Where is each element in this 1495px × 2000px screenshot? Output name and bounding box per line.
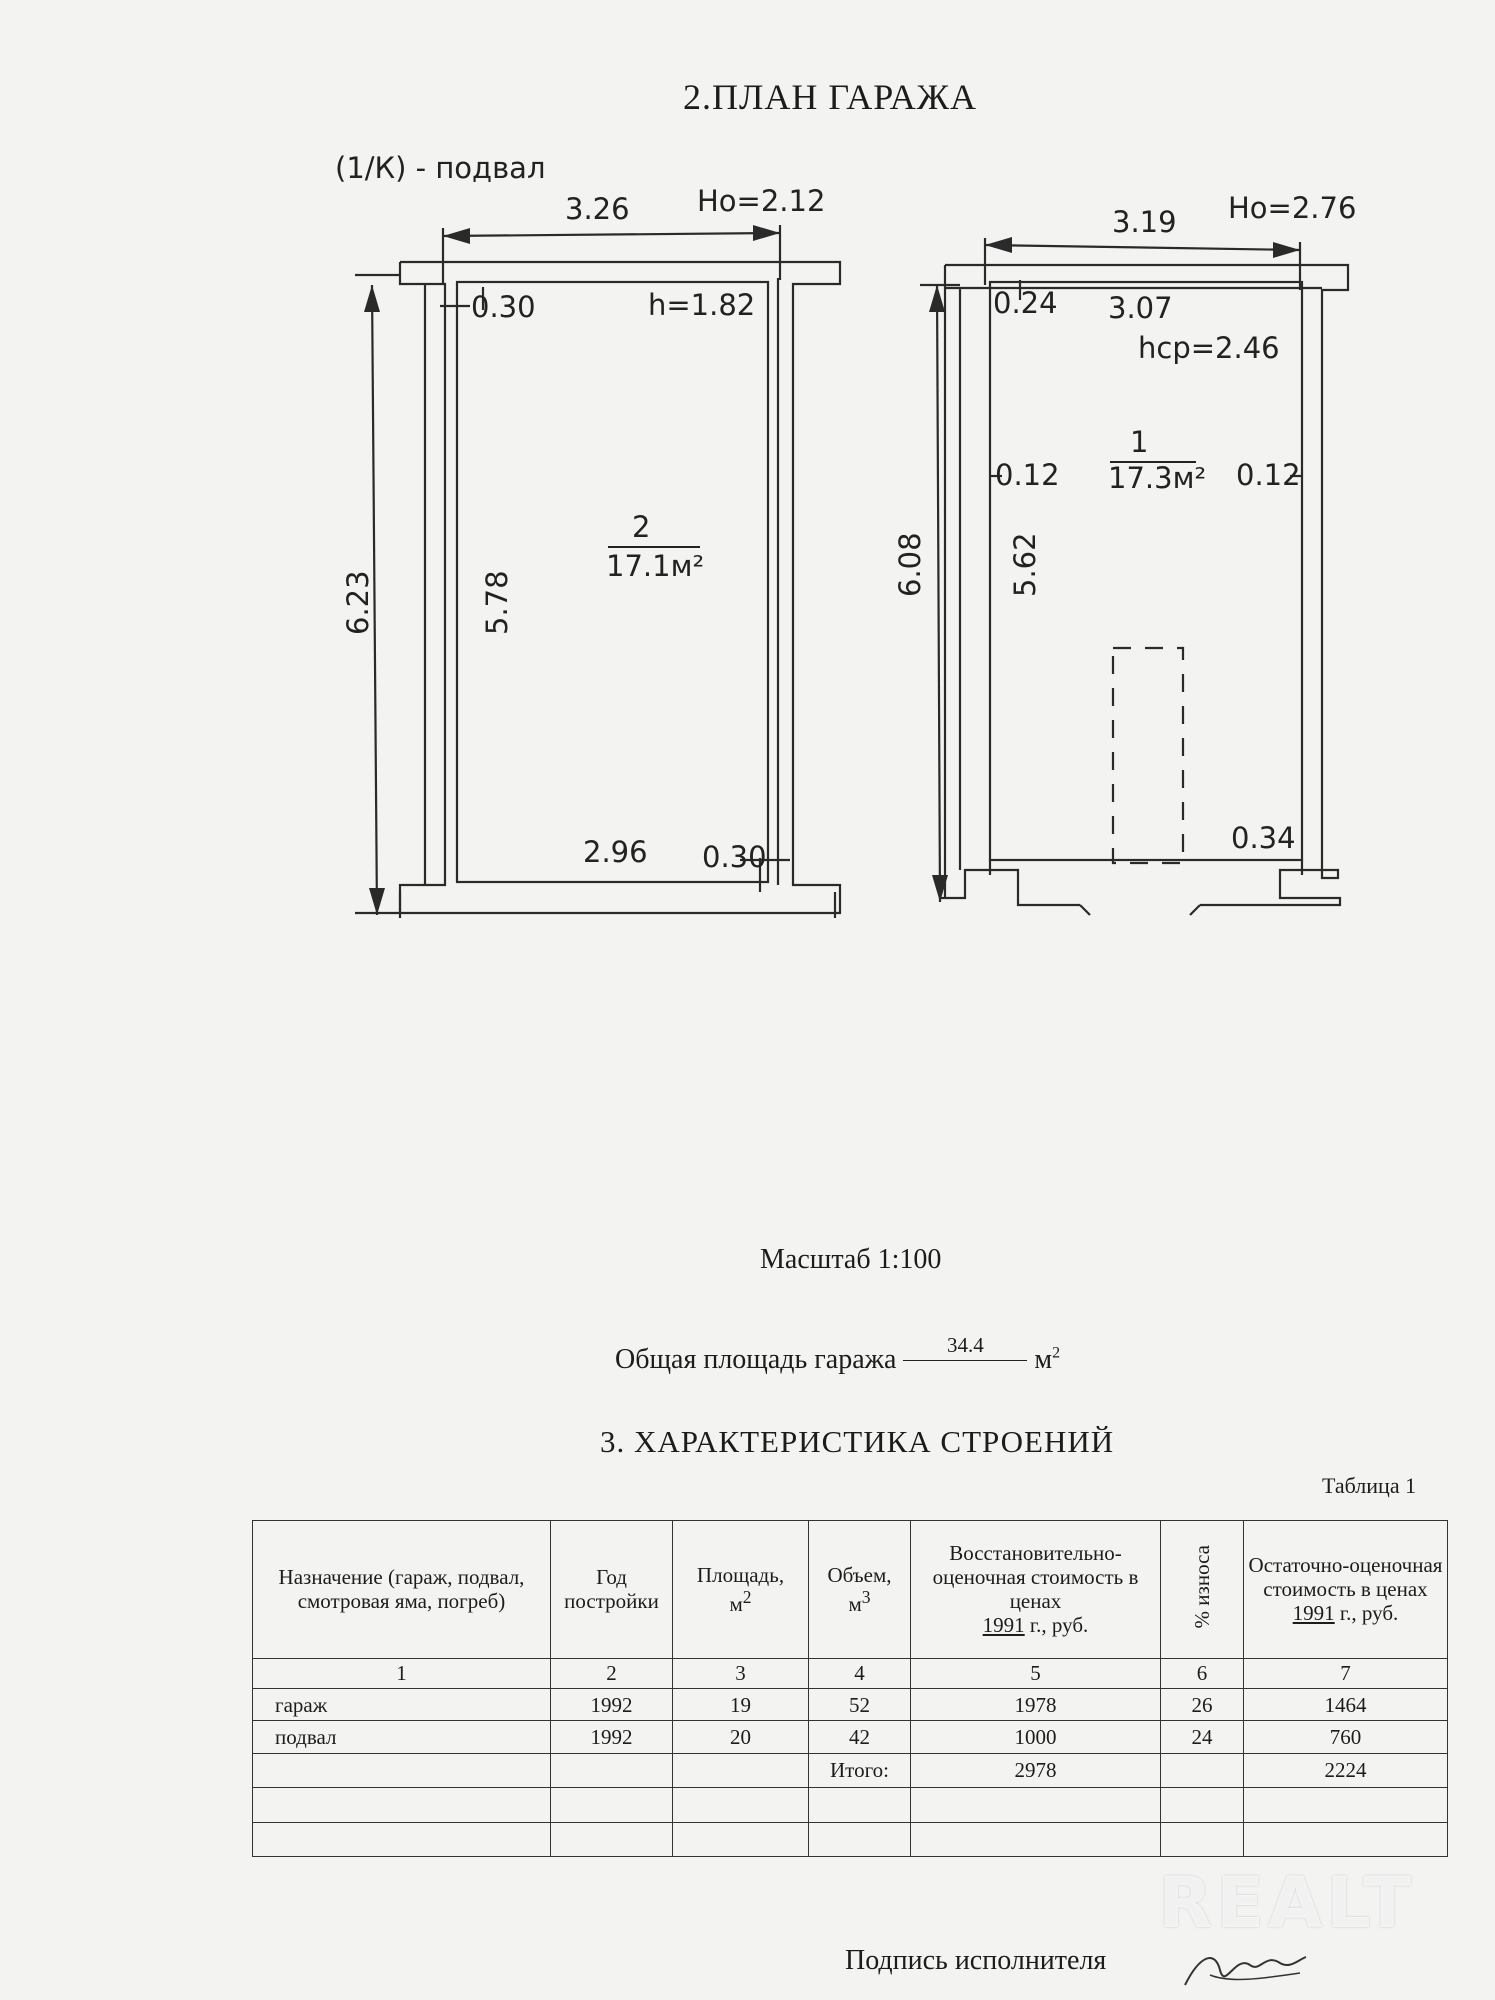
basement-outer-wall	[400, 262, 840, 913]
col-number: 7	[1244, 1658, 1448, 1688]
basement-ho: Ho=2.12	[697, 184, 826, 218]
signature-label: Подпись исполнителя	[845, 1945, 1107, 1976]
table-header-row	[253, 1521, 1448, 1659]
total-area-value: 34.4	[947, 1333, 984, 1357]
basement-width-bottom: 2.96	[583, 835, 648, 869]
basement-wall-bottom: 0.30	[702, 840, 767, 874]
header-replacement-cost: Восстановительно-оценочная стоимость в ценах 1991 г., руб.	[911, 1521, 1161, 1659]
row-purpose: гараж	[253, 1688, 551, 1720]
col-number: 3	[673, 1658, 809, 1688]
row-cost: 1978	[911, 1688, 1161, 1720]
garage-wall-bottom: 0.34	[1231, 821, 1296, 855]
table-empty-row	[253, 1822, 1448, 1856]
basement-width-top: 3.26	[565, 192, 630, 226]
row-year: 1992	[551, 1688, 673, 1720]
characteristics-table	[252, 1520, 1448, 1857]
scale-label: Масштаб 1:100	[760, 1244, 942, 1275]
row-year: 1992	[551, 1721, 673, 1753]
garage-inner-width: 3.07	[1108, 291, 1173, 325]
total-label: Итого:	[809, 1753, 911, 1787]
col-number: 5	[911, 1658, 1161, 1688]
garage-wall-right: 0.12	[1236, 458, 1301, 492]
realt-logo: REALT	[1158, 1862, 1415, 1944]
row-residual: 1464	[1244, 1688, 1448, 1720]
total-area-label: Общая площадь гаража	[615, 1344, 897, 1375]
basement-width-dimension	[443, 233, 780, 236]
total-residual: 2224	[1244, 1753, 1448, 1787]
inspection-pit	[1113, 648, 1183, 863]
col-number: 6	[1161, 1658, 1244, 1688]
table-empty-row	[253, 1788, 1448, 1822]
row-area: 19	[673, 1688, 809, 1720]
col-number: 2	[551, 1658, 673, 1688]
header-purpose: Назначение (гараж, подвал, смотровая яма, погреб)	[253, 1521, 551, 1659]
row-cost: 1000	[911, 1721, 1161, 1753]
garage-avg-height: hср=2.46	[1138, 331, 1280, 365]
plan-title: 2.ПЛАН ГАРАЖА	[683, 77, 977, 117]
basement-inner-length: 5.78	[480, 570, 514, 635]
garage-plans-drawing	[0, 0, 1495, 960]
row-area: 20	[673, 1721, 809, 1753]
garage-outer-length: 6.08	[893, 532, 927, 597]
table-total-row	[253, 1753, 1448, 1787]
row-wear: 24	[1161, 1721, 1244, 1753]
row-volume: 52	[809, 1688, 911, 1720]
table-row	[253, 1721, 1448, 1753]
signature-scribble	[1180, 1945, 1310, 1995]
row-purpose: подвал	[253, 1721, 551, 1753]
garage-room-number: 1	[1130, 425, 1149, 459]
characteristics-title: 3. ХАРАКТЕРИСТИКА СТРОЕНИЙ	[600, 1424, 1115, 1459]
garage-wall-top: 0.24	[993, 286, 1058, 320]
total-area-row: Общая площадь гаража 34.4 $м^2$	[615, 1344, 1060, 1377]
garage-room-area: 17.3м²	[1108, 461, 1207, 495]
garage-length-dimension	[937, 285, 940, 902]
table-col-numbers-row	[253, 1658, 1448, 1688]
table-row	[253, 1688, 1448, 1720]
total-area-unit: м	[1034, 1344, 1053, 1375]
header-volume: Объем, $м^3$	[809, 1521, 911, 1659]
total-cost: 2978	[911, 1753, 1161, 1787]
header-area: Площадь, $м^2$	[673, 1521, 809, 1659]
header-year: Год постройки	[551, 1521, 673, 1659]
row-wear: 26	[1161, 1688, 1244, 1720]
garage-wall-left: 0.12	[995, 458, 1060, 492]
table-caption: Таблица 1	[1322, 1473, 1417, 1498]
header-wear: % износа	[1161, 1521, 1244, 1659]
col-number: 4	[809, 1658, 911, 1688]
basement-caption: (1/К) - подвал	[335, 151, 546, 185]
garage-ho: Ho=2.76	[1228, 191, 1357, 225]
basement-wall-top: 0.30	[471, 290, 536, 324]
header-residual-cost: Остаточно-оценочная стоимость в ценах 1991 г., руб.	[1244, 1521, 1448, 1659]
garage-inner-length: 5.62	[1008, 532, 1042, 597]
basement-room-number: 2	[632, 510, 651, 544]
garage-width-top: 3.19	[1112, 205, 1177, 239]
row-residual: 760	[1244, 1721, 1448, 1753]
garage-width-dimension	[985, 245, 1300, 250]
col-number: 1	[253, 1658, 551, 1688]
basement-room-area: 17.1м²	[606, 549, 705, 583]
row-volume: 42	[809, 1721, 911, 1753]
basement-height: h=1.82	[648, 288, 756, 322]
basement-outer-length: 6.23	[341, 570, 375, 635]
